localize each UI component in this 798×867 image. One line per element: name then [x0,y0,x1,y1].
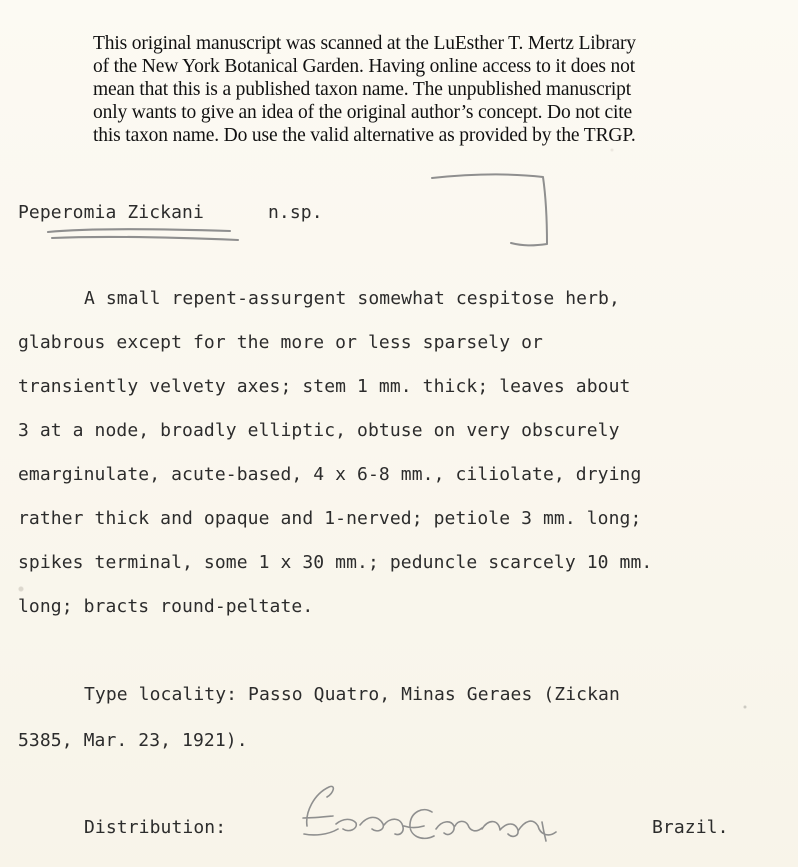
notice-line: only wants to give an idea of the original author’s concept. Do not cite [93,102,633,123]
species-bracket-mark [432,174,547,245]
description-line: 3 at a node, broadly elliptic, obtuse on very obscurely [18,420,620,441]
description-line: emarginulate, acute-based, 4 x 6-8 mm., ciliolate, drying [18,464,642,485]
distribution-country: Brazil. [652,817,729,838]
species-status: n.sp. [268,202,323,223]
notice-line: This original manuscript was scanned at the LuEsther T. Mertz Library [93,33,636,54]
library-notice [93,32,743,147]
description-line: A small repent-assurgent somewhat cespitose herb, [84,288,620,309]
description-line: rather thick and opaque and 1-nerved; petiole 3 mm. long; [18,508,642,529]
description-line: glabrous except for the more or less sparsely or [18,332,543,353]
type-locality-line: Type locality: Passo Quatro, Minas Geraes (Zickan [84,684,620,705]
description-line: spikes terminal, some 1 x 30 mm.; peduncle scarcely 10 mm. [18,552,653,573]
description-line: long; bracts round-peltate. [18,596,314,617]
species-name: Peperomia Zickani [18,202,204,223]
notice-line: mean that this is a published taxon name. The unpublished manuscript [93,79,632,100]
description-line: transiently velvety axes; stem 1 mm. thick; leaves about [18,376,631,397]
type-locality-line: 5385, Mar. 23, 1921). [18,730,248,751]
notice-line: of the New York Botanical Garden. Having online access to it does not [93,56,636,77]
handwritten-east-central [303,786,556,841]
name-underline-mark [48,229,238,240]
notice-line: this taxon name. Do use the valid alternative as provided by the TRGP. [93,125,636,146]
distribution-label: Distribution: [84,817,227,838]
